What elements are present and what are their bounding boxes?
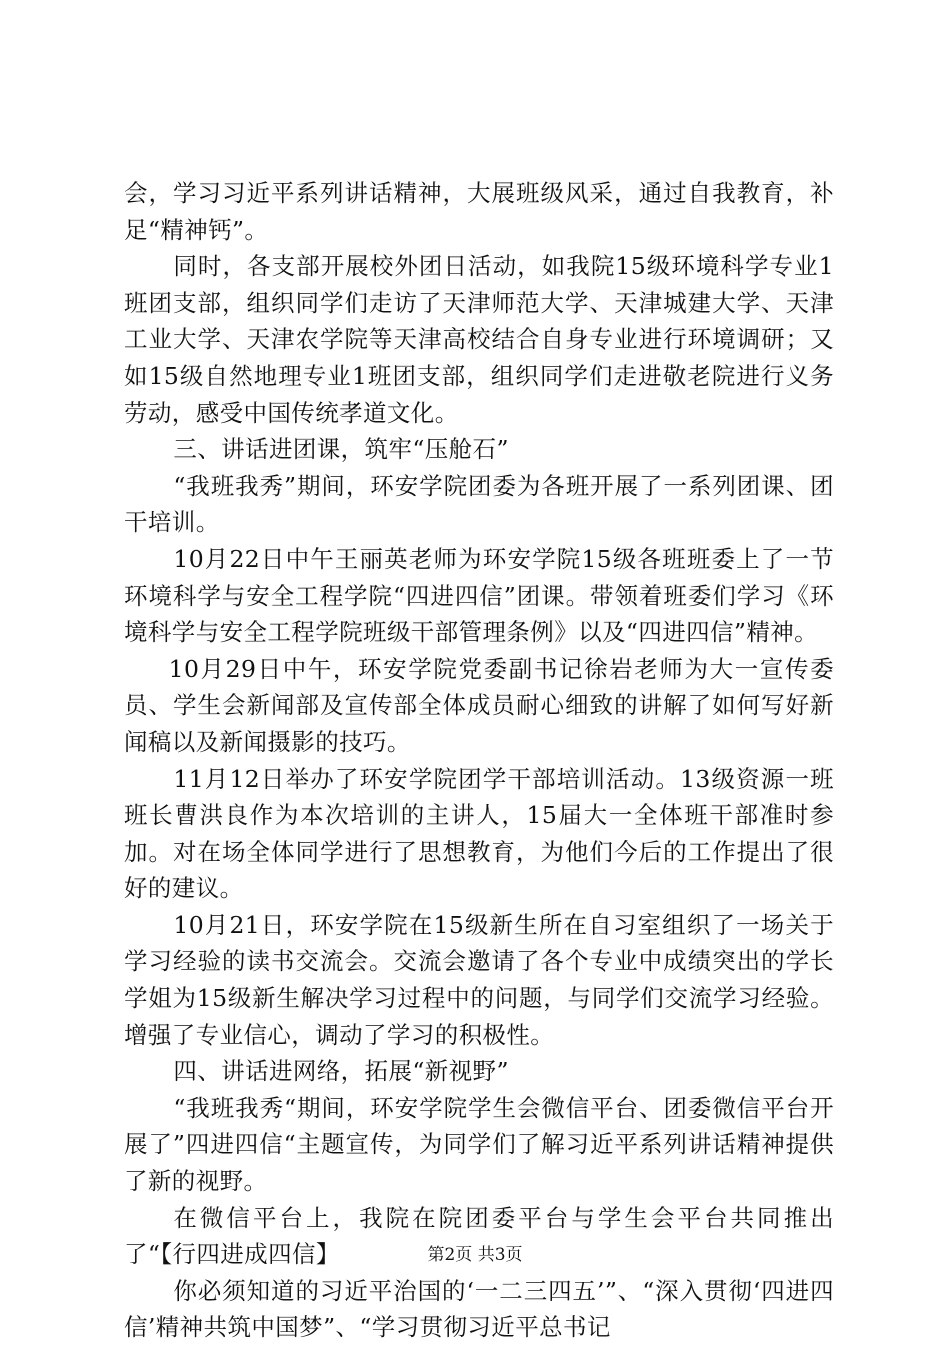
paragraph-training-intro: “我班我秀”期间，环安学院团委为各班开展了一系列团课、团干培训。	[124, 471, 834, 537]
paragraph-off-campus-activities: 同时，各支部开展校外团日活动，如我院15级环境科学专业1班团支部，组织同学们走访了天津师范大学、天津城建大学、天津工业大学、天津农学院等天津高校结合自身专业进行环境调研；又如15级自然地理专业1班团支部，组织同学们走进敬老院进行义务劳动，感受中国传统孝道文化。	[124, 252, 834, 427]
paragraph-nov-12: 11月12日举办了环安学院团学干部培训活动。13级资源一班班长曹洪良作为本次培训的主讲人，15届大一全体班干部准时参加。对在场全体同学进行了思想教育，为他们今后的工作提出了很好的建议。	[124, 764, 834, 903]
paragraph-wechat-intro: “我班我秀“期间，环安学院学生会微信平台、团委微信平台开展了”四进四信“主题宣传，为同学们了解习近平系列讲话精神提供了新的视野。	[124, 1093, 834, 1196]
paragraph-wechat-platform: 在微信平台上，我院在院团委平台与学生会平台共同推出了“【行四进成四信】	[124, 1203, 834, 1269]
paragraph-oct-22: 10月22日中午王丽英老师为环安学院15级各班班委上了一节环境科学与安全工程学院“四进四信”团课。带领着班委们学习《环境科学与安全工程学院班级干部管理条例》以及“四进四信”精神。	[124, 544, 834, 647]
paragraph-wechat-titles: 你必须知道的习近平治国的‘一二三四五’”、“深入贯彻‘四进四信’精神共筑中国梦”、“学习贯彻习近平总书记	[124, 1276, 834, 1342]
section-heading-3: 三、讲话进团课，筑牢“压舱石”	[173, 435, 509, 464]
paragraph-continuation: 会，学习习近平系列讲话精神，大展班级风采，通过自我教育，补足“精神钙”。	[124, 179, 834, 244]
paragraph-oct-29: 10月29日中午，环安学院党委副书记徐岩老师为大一宣传委员、学生会新闻部及宣传部全体成员耐心细致的讲解了如何写好新闻稿以及新闻摄影的技巧。	[124, 654, 834, 756]
section-heading-4: 四、讲话进网络，拓展“新视野”	[173, 1057, 509, 1086]
document-body	[124, 175, 834, 1346]
page-number-footer: 第2页 共3页	[427, 1245, 523, 1265]
paragraph-oct-21: 10月21日，环安学院在15级新生所在自习室组织了一场关于学习经验的读书交流会。交流会邀请了各个专业中成绩突出的学长学姐为15级新生解决学习过程中的问题，与同学们交流学习经验。增强了专业信心，调动了学习的积极性。	[124, 910, 834, 1049]
